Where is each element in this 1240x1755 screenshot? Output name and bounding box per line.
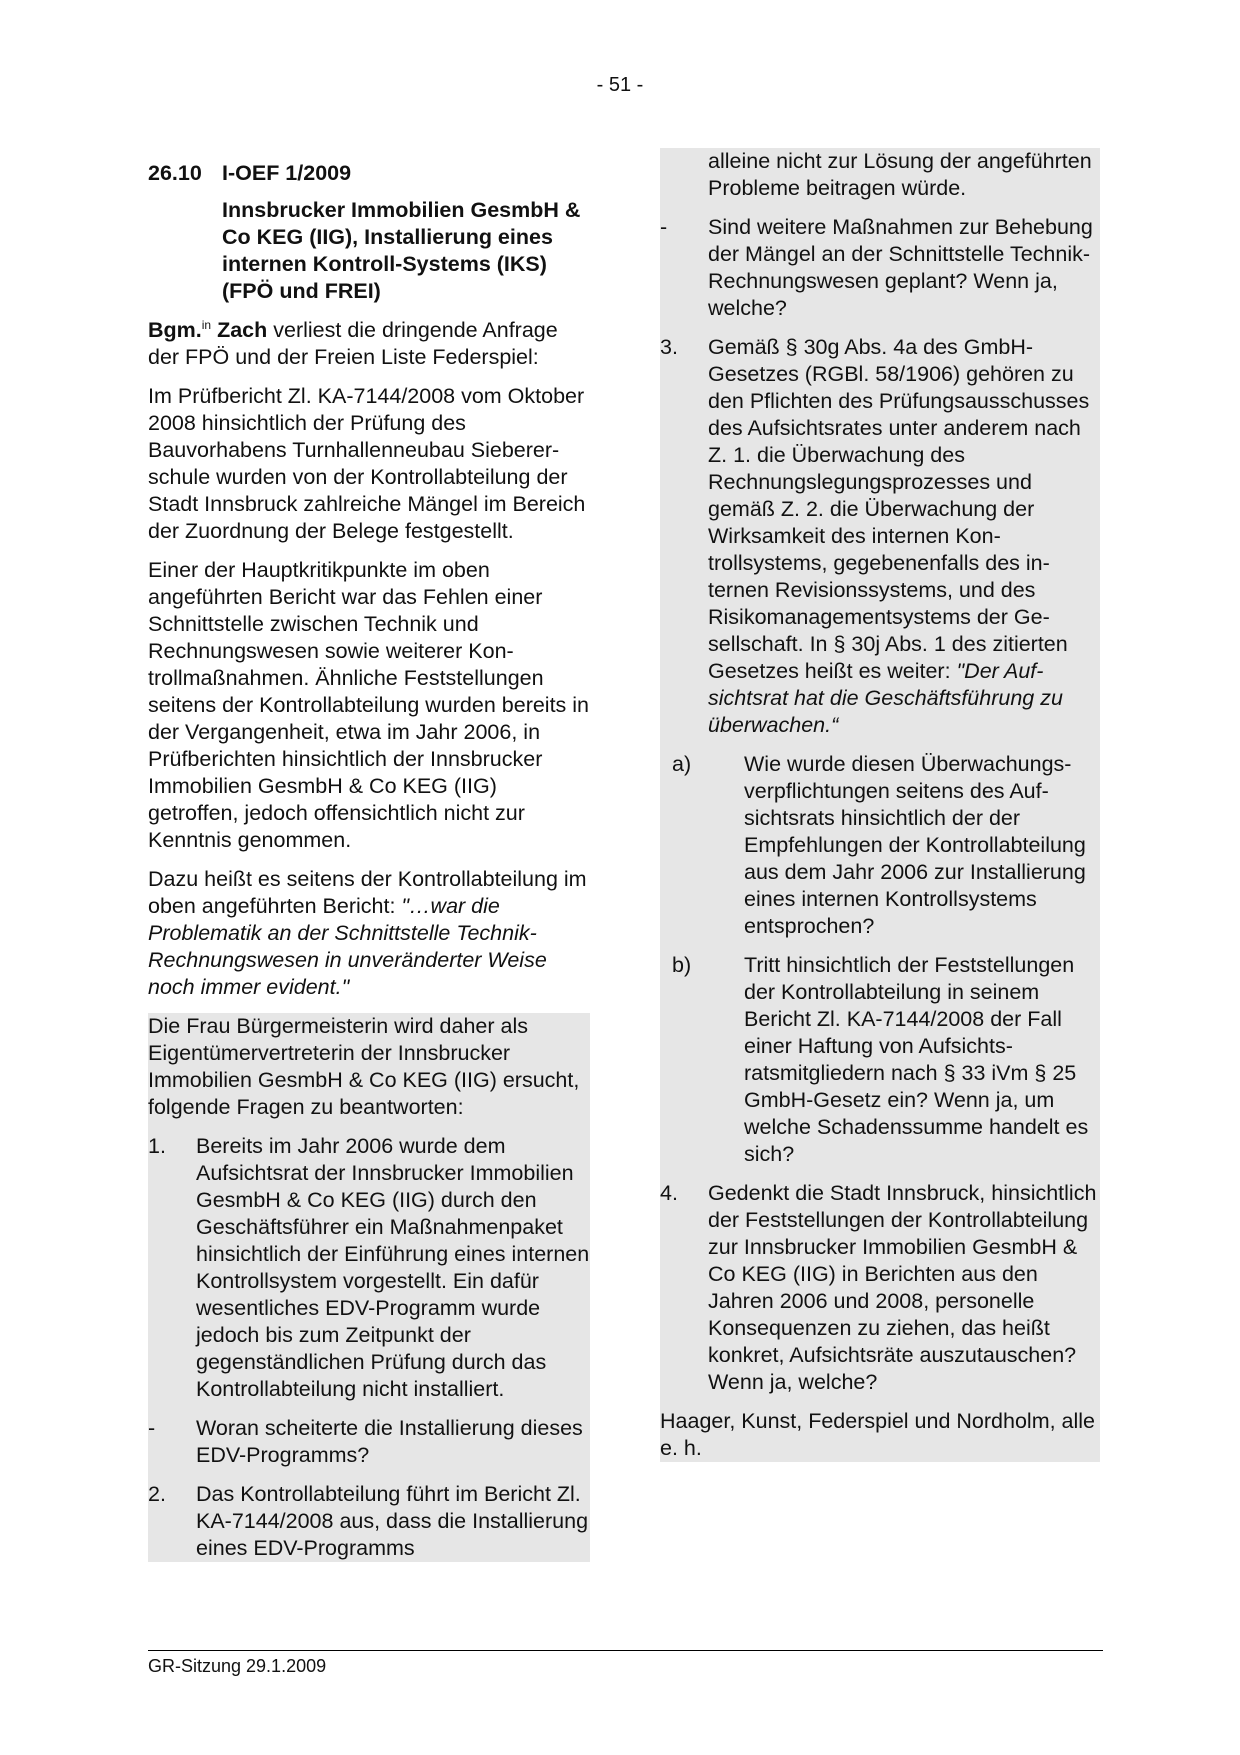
question-marker: - [660, 215, 668, 239]
speaker-superscript: in [201, 318, 212, 332]
intro-paragraph [148, 317, 590, 371]
questions-block-left [148, 1013, 590, 1562]
question-text: Gemäß § 30g Abs. 4a des GmbH-Gesetzes (RGBl. 58/1906) gehören zu den Pflichten des Prüfungsausschusses des Aufsichtsrates unter anderem nach Z. 1. die Überwachung des Rechnungslegungsprozesses und gemäß Z. 2. die Überwachung der Wirksamkeit des internen Kontrollsystems, gegebenenfalls des internen Revisionssystems, und des Risikomanagementsystems der Gesellschaft. In § 30j Abs. 1 des zitierten Gesetzes heißt es weiter: [708, 335, 1090, 683]
question-marker: a) [672, 752, 692, 776]
question-marker: - [148, 1416, 156, 1440]
page-number: - 51 - [596, 74, 644, 96]
speaker-name: Zach [217, 318, 268, 342]
section-number: 26.10 [148, 161, 202, 185]
footer-divider [148, 1650, 1103, 1651]
question-text: Das Kontrollabteilung führt im Bericht Zl. KA-7144/2008 aus, dass die Installierung eines EDV-Programms [196, 1482, 589, 1560]
left-column [148, 160, 590, 1562]
question-3a [660, 751, 1100, 940]
question-marker: b) [672, 953, 692, 977]
question-marker: 4. [660, 1181, 678, 1205]
questions-block-right [660, 148, 1100, 1462]
footer-session-date: GR-Sitzung 29.1.2009 [148, 1656, 327, 1676]
question-marker: 3. [660, 335, 678, 359]
question-quote: "Der Aufsichtsrat hat die Geschäftsführung zu überwachen.“ [708, 659, 1063, 737]
quote-text: "…war die Problematik an der Schnittstelle Technik-Rechnungswesen in unveränderter Weise noch immer evident." [148, 894, 547, 999]
request-paragraph: Die Frau Bürgermeisterin wird daher als Eigentümervertreterin der Innsbrucker Immobilien GesmbH & Co KEG (IIG) ersucht, folgende Fragen zu beantworten: [148, 1014, 580, 1119]
question-text: Wie wurde diesen Überwachungsverpflichtungen seitens des Aufsichtsrats hinsichtlich der der Empfehlungen der Kontrollabteilung aus dem Jahr 2006 zur Installierung eines internen Kontrollsystems entsprochen? [744, 752, 1086, 938]
signatures: Haager, Kunst, Federspiel und Nordholm, alle e. h. [660, 1409, 1096, 1460]
quote-paragraph [148, 866, 590, 1001]
body-paragraph-2: Einer der Hauptkritikpunkte im oben angeführten Bericht war das Fehlen einer Schnittstelle zwischen Technik und Rechnungswesen sowie weiterer Kontrollmaßnahmen. Ähnliche Feststellungen seitens der Kontrollabteilung wurden bereits in der Vergangenheit, etwa im Jahr 2006, in Prüfberichten hinsichtlich der Innsbrucker Immobilien GesmbH & Co KEG (IIG) getroffen, jedoch offensichtlich nicht zur Kenntnis genommen. [148, 558, 590, 852]
question-text: Gedenkt die Stadt Innsbruck, hinsichtlich der Feststellungen der Kontrollabteilung zur Innsbrucker Immobilien GesmbH & Co KEG (IIG) in Berichten aus den Jahren 2006 und 2008, personelle Konsequenzen zu ziehen, das heißt konkret, Aufsichtsräte auszutauschen? Wenn ja, welche? [708, 1181, 1097, 1394]
question-text: Tritt hinsichtlich der Feststellungen der Kontrollabteilung in seinem Bericht Zl. KA-7144/2008 der Fall einer Haftung von Aufsichtsratsmitgliedern nach § 33 iVm § 25 GmbH-Gesetz ein? Wenn ja, um welche Schadenssumme handelt es sich? [744, 953, 1089, 1166]
question-text: alleine nicht zur Lösung der angeführten Probleme beitragen würde. [708, 149, 1092, 200]
question-2 [148, 1481, 590, 1562]
right-column [660, 148, 1100, 1462]
question-3b [660, 952, 1100, 1168]
question-1-followup [148, 1415, 590, 1469]
question-text: Sind weitere Maßnahmen zur Behebung der Mängel an der Schnittstelle Technik-Rechnungswesen geplant? Wenn ja, welche? [708, 215, 1093, 320]
body-paragraph-1: Im Prüfbericht Zl. KA-7144/2008 vom Oktober 2008 hinsichtlich der Prüfung des Bauvorhabens Turnhallenneubau Siebererschule wurden von der Kontrollabteilung der Stadt Innsbruck zahlreiche Mängel im Bereich der Zuordnung der Belege festgestellt. [148, 384, 586, 543]
section-code: I-OEF 1/2009 [222, 161, 352, 185]
section-heading [148, 160, 590, 187]
quote-lead: Dazu heißt es seitens der Kontrollabteilung im oben angeführten Bericht: [148, 867, 587, 918]
question-2-continued [660, 148, 1100, 202]
question-text: Bereits im Jahr 2006 wurde dem Aufsichtsrat der Innsbrucker Immobilien GesmbH & Co KEG (IIG) durch den Geschäftsführer ein Maßnahmenpaket hinsichtlich der Einführung eines internen Kontrollsystem vorgestellt. Ein dafür wesentliches EDV-Programm wurde jedoch bis zum Zeitpunkt der gegenständlichen Prüfung durch das Kontrollabteilung nicht installiert. [196, 1134, 590, 1401]
question-3 [660, 334, 1100, 739]
question-text: Woran scheiterte die Installierung dieses EDV-Programms? [196, 1416, 583, 1467]
question-4 [660, 1180, 1100, 1396]
question-1 [148, 1133, 590, 1403]
intro-text: verliest die dringende Anfrage der FPÖ und der Freien Liste Federspiel: [148, 318, 558, 369]
speaker-title: Bgm. [148, 318, 202, 342]
question-marker: 2. [148, 1482, 166, 1506]
question-marker: 1. [148, 1134, 166, 1158]
question-2-followup [660, 214, 1100, 322]
section-title: Innsbrucker Immobilien GesmbH & Co KEG (IIG), Installierung eines internen Kontroll-Systems (IKS) (FPÖ und FREI) [222, 198, 581, 303]
